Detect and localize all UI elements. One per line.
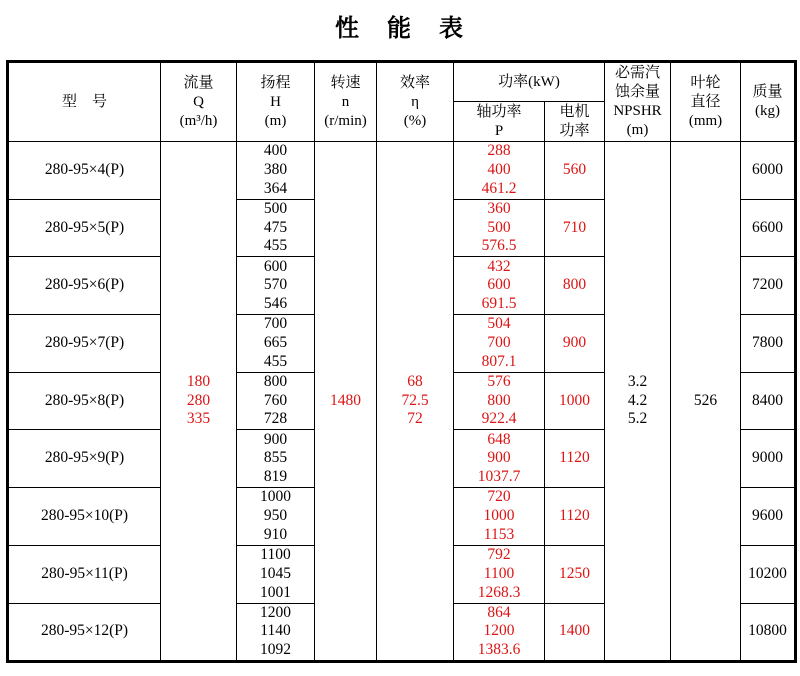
shaft-power-cell bbox=[454, 488, 545, 546]
shaft-power-cell bbox=[454, 603, 545, 661]
efficiency-cell-value: 68 bbox=[407, 372, 423, 390]
col-header-flow bbox=[161, 62, 237, 142]
flow-cell-value: 335 bbox=[186, 410, 211, 428]
col-header-shaft-power-line: 轴功率 bbox=[476, 103, 522, 120]
table-row bbox=[8, 142, 796, 200]
col-header-efficiency-line: 效率 bbox=[399, 74, 430, 91]
mass-cell bbox=[741, 199, 796, 257]
shaft-power-cell bbox=[454, 257, 545, 315]
shaft-power-cell-value: 600 bbox=[487, 276, 511, 294]
head-cell-value: 1045 bbox=[260, 564, 291, 582]
shaft-power-cell-value: 576.5 bbox=[481, 237, 517, 255]
motor-power-cell bbox=[545, 199, 605, 257]
shaft-power-cell-value: 1268.3 bbox=[477, 583, 521, 601]
model-cell-value: 280-95×6(P) bbox=[44, 276, 125, 294]
motor-power-cell bbox=[545, 488, 605, 546]
model-cell bbox=[8, 545, 161, 603]
shaft-power-cell-value: 900 bbox=[487, 449, 511, 467]
mass-cell bbox=[741, 430, 796, 488]
model-cell-value: 280-95×5(P) bbox=[44, 218, 125, 236]
impeller-cell-value: 526 bbox=[693, 391, 718, 409]
head-cell bbox=[237, 545, 315, 603]
motor-power-cell bbox=[545, 603, 605, 661]
col-header-model-label: 型 号 bbox=[61, 93, 107, 110]
motor-power-cell-value: 710 bbox=[562, 218, 587, 236]
head-cell-value: 1200 bbox=[260, 603, 291, 621]
col-header-flow-line: Q bbox=[193, 93, 204, 110]
motor-power-cell bbox=[545, 372, 605, 430]
head-cell-value: 455 bbox=[263, 237, 288, 255]
model-cell bbox=[8, 372, 161, 430]
mass-cell-value: 7800 bbox=[752, 334, 783, 351]
flow-cell-value: 280 bbox=[186, 391, 211, 409]
shaft-power-cell-value: 1037.7 bbox=[477, 468, 521, 486]
head-cell bbox=[237, 603, 315, 661]
shaft-power-cell bbox=[454, 372, 545, 430]
head-cell-value: 819 bbox=[263, 468, 288, 486]
motor-power-cell bbox=[545, 430, 605, 488]
col-header-motor-power bbox=[545, 102, 605, 142]
mass-cell-value: 10800 bbox=[748, 622, 787, 640]
mass-cell bbox=[741, 142, 796, 200]
efficiency-cell-value: 72.5 bbox=[401, 391, 429, 409]
motor-power-cell-value: 1400 bbox=[559, 622, 590, 640]
mass-cell bbox=[741, 545, 796, 603]
shaft-power-cell-value: 504 bbox=[487, 315, 511, 333]
shaft-power-cell-value: 792 bbox=[487, 545, 511, 563]
col-header-npshr-line: 蚀余量 bbox=[614, 84, 660, 100]
col-header-impeller bbox=[671, 62, 741, 142]
shaft-power-cell-value: 500 bbox=[487, 218, 511, 236]
mass-cell-value: 7200 bbox=[752, 276, 783, 294]
speed-cell bbox=[315, 142, 377, 662]
head-cell bbox=[237, 315, 315, 373]
shaft-power-cell bbox=[454, 315, 545, 373]
head-cell-value: 665 bbox=[263, 334, 288, 351]
col-header-impeller-line: 直径 bbox=[690, 93, 721, 110]
shaft-power-cell-value: 800 bbox=[487, 391, 511, 409]
motor-power-cell bbox=[545, 315, 605, 373]
col-header-head-line: (m) bbox=[264, 112, 287, 129]
shaft-power-cell-value: 1383.6 bbox=[477, 641, 521, 659]
col-header-shaft-power bbox=[454, 102, 545, 142]
npshr-cell-value: 4.2 bbox=[627, 391, 648, 409]
shaft-power-cell-value: 1000 bbox=[483, 507, 515, 525]
shaft-power-cell-value: 1153 bbox=[483, 525, 515, 543]
col-header-mass-line: (kg) bbox=[755, 103, 780, 119]
shaft-power-cell-value: 576 bbox=[487, 372, 511, 390]
head-cell-value: 1140 bbox=[260, 622, 291, 640]
col-header-speed-line: (r/min) bbox=[324, 112, 367, 129]
model-cell-value: 280-95×10(P) bbox=[40, 507, 129, 525]
col-header-power-group bbox=[454, 62, 605, 102]
col-header-npshr-line: (m) bbox=[626, 122, 649, 138]
model-cell bbox=[8, 430, 161, 488]
head-cell-value: 400 bbox=[263, 142, 288, 160]
shaft-power-cell-value: 432 bbox=[487, 257, 511, 275]
col-header-model bbox=[8, 62, 161, 142]
npshr-cell bbox=[605, 142, 671, 662]
table-header bbox=[8, 62, 796, 142]
motor-power-cell bbox=[545, 142, 605, 200]
shaft-power-cell-value: 400 bbox=[487, 160, 511, 178]
head-cell bbox=[237, 257, 315, 315]
head-cell-value: 546 bbox=[263, 295, 288, 313]
shaft-power-cell bbox=[454, 545, 545, 603]
col-header-efficiency-line: (%) bbox=[403, 112, 427, 129]
motor-power-cell bbox=[545, 257, 605, 315]
head-cell bbox=[237, 199, 315, 257]
shaft-power-cell bbox=[454, 430, 545, 488]
motor-power-cell-value: 560 bbox=[562, 160, 587, 178]
model-cell-value: 280-95×7(P) bbox=[44, 334, 125, 351]
model-cell-value: 280-95×4(P) bbox=[44, 160, 125, 178]
col-header-mass bbox=[741, 62, 796, 142]
motor-power-cell-value: 1120 bbox=[559, 507, 590, 525]
col-header-efficiency-line: η bbox=[411, 93, 419, 110]
head-cell-value: 500 bbox=[263, 199, 288, 217]
head-cell-value: 1001 bbox=[260, 583, 291, 601]
efficiency-cell-value: 72 bbox=[407, 410, 423, 428]
head-cell-value: 570 bbox=[263, 276, 288, 294]
head-cell bbox=[237, 430, 315, 488]
head-cell-value: 364 bbox=[263, 179, 288, 197]
mass-cell-value: 8400 bbox=[752, 391, 783, 409]
shaft-power-cell-value: 461.2 bbox=[481, 179, 517, 197]
shaft-power-cell-value: 691.5 bbox=[481, 295, 517, 313]
model-cell bbox=[8, 315, 161, 373]
performance-table bbox=[6, 60, 797, 663]
shaft-power-cell-value: 807.1 bbox=[481, 352, 517, 370]
motor-power-cell bbox=[545, 545, 605, 603]
col-header-speed bbox=[315, 62, 377, 142]
head-cell-value: 700 bbox=[263, 315, 288, 333]
head-cell bbox=[237, 372, 315, 430]
col-header-npshr bbox=[605, 62, 671, 142]
flow-cell-value: 180 bbox=[186, 372, 211, 390]
shaft-power-cell-value: 864 bbox=[487, 603, 511, 621]
head-cell bbox=[237, 142, 315, 200]
col-header-speed-line: n bbox=[341, 93, 350, 110]
col-header-speed-line: 转速 bbox=[330, 74, 361, 91]
shaft-power-cell bbox=[454, 199, 545, 257]
col-header-mass-line: 质量 bbox=[752, 84, 783, 100]
shaft-power-cell-value: 648 bbox=[487, 430, 511, 448]
col-header-impeller-line: 叶轮 bbox=[690, 74, 721, 91]
head-cell-value: 1092 bbox=[260, 641, 291, 659]
performance-table-body bbox=[8, 142, 796, 662]
head-cell-value: 910 bbox=[263, 525, 288, 543]
head-cell-value: 800 bbox=[263, 372, 288, 390]
mass-cell-value: 6600 bbox=[752, 218, 783, 236]
col-header-head-line: 扬程 bbox=[260, 74, 291, 91]
mass-cell-value: 10200 bbox=[748, 564, 787, 582]
flow-cell bbox=[161, 142, 237, 662]
col-header-shaft-power-line: P bbox=[494, 122, 504, 139]
col-header-npshr-line: NPSHR bbox=[613, 103, 662, 119]
shaft-power-cell-value: 720 bbox=[487, 488, 511, 506]
model-cell-value: 280-95×8(P) bbox=[44, 391, 125, 409]
head-cell-value: 600 bbox=[263, 257, 288, 275]
motor-power-cell-value: 800 bbox=[562, 276, 587, 294]
head-cell-value: 455 bbox=[263, 352, 288, 370]
mass-cell-value: 9600 bbox=[752, 507, 783, 525]
head-cell bbox=[237, 488, 315, 546]
mass-cell bbox=[741, 257, 796, 315]
shaft-power-cell-value: 700 bbox=[487, 334, 511, 351]
model-cell bbox=[8, 488, 161, 546]
shaft-power-cell-value: 1100 bbox=[483, 564, 515, 582]
col-header-flow-line: (m³/h) bbox=[179, 112, 218, 129]
head-cell-value: 760 bbox=[263, 391, 288, 409]
mass-cell bbox=[741, 315, 796, 373]
col-header-efficiency bbox=[377, 62, 454, 142]
shaft-power-cell-value: 922.4 bbox=[481, 410, 517, 428]
motor-power-cell-value: 1250 bbox=[559, 564, 590, 582]
head-cell-value: 1100 bbox=[260, 545, 291, 563]
mass-cell bbox=[741, 603, 796, 661]
model-cell bbox=[8, 257, 161, 315]
head-cell-value: 950 bbox=[263, 507, 288, 525]
mass-cell bbox=[741, 488, 796, 546]
shaft-power-cell-value: 360 bbox=[487, 199, 511, 217]
col-header-power-group-label: 功率(kW) bbox=[498, 73, 560, 90]
speed-cell-value: 1480 bbox=[330, 391, 361, 409]
model-cell bbox=[8, 199, 161, 257]
head-cell-value: 728 bbox=[263, 410, 288, 428]
mass-cell bbox=[741, 372, 796, 430]
head-cell-value: 900 bbox=[263, 430, 288, 448]
col-header-head bbox=[237, 62, 315, 142]
model-cell bbox=[8, 603, 161, 661]
mass-cell-value: 9000 bbox=[752, 449, 783, 467]
head-cell-value: 855 bbox=[263, 449, 288, 467]
efficiency-cell bbox=[377, 142, 454, 662]
shaft-power-cell bbox=[454, 142, 545, 200]
model-cell-value: 280-95×12(P) bbox=[40, 622, 129, 640]
shaft-power-cell-value: 1200 bbox=[483, 622, 515, 640]
col-header-motor-power-line: 电机 bbox=[559, 103, 590, 120]
col-header-head-line: H bbox=[270, 93, 281, 110]
head-cell-value: 1000 bbox=[260, 488, 291, 506]
col-header-impeller-line: (mm) bbox=[688, 112, 723, 129]
npshr-cell-value: 3.2 bbox=[627, 372, 648, 390]
mass-cell-value: 6000 bbox=[752, 160, 783, 178]
impeller-cell bbox=[671, 142, 741, 662]
motor-power-cell-value: 900 bbox=[562, 334, 587, 351]
model-cell-value: 280-95×11(P) bbox=[41, 564, 128, 582]
model-cell bbox=[8, 142, 161, 200]
head-cell-value: 475 bbox=[263, 218, 288, 236]
npshr-cell-value: 5.2 bbox=[627, 410, 648, 428]
col-header-npshr-line: 必需汽 bbox=[614, 65, 660, 81]
page-title: 性 能 表 bbox=[335, 16, 465, 42]
head-cell-value: 380 bbox=[263, 160, 288, 178]
col-header-flow-line: 流量 bbox=[183, 74, 214, 91]
motor-power-cell-value: 1000 bbox=[559, 391, 590, 409]
model-cell-value: 280-95×9(P) bbox=[44, 449, 125, 467]
header-row-1 bbox=[8, 62, 796, 102]
col-header-motor-power-line: 功率 bbox=[559, 122, 590, 139]
motor-power-cell-value: 1120 bbox=[559, 449, 590, 467]
shaft-power-cell-value: 288 bbox=[487, 142, 511, 160]
